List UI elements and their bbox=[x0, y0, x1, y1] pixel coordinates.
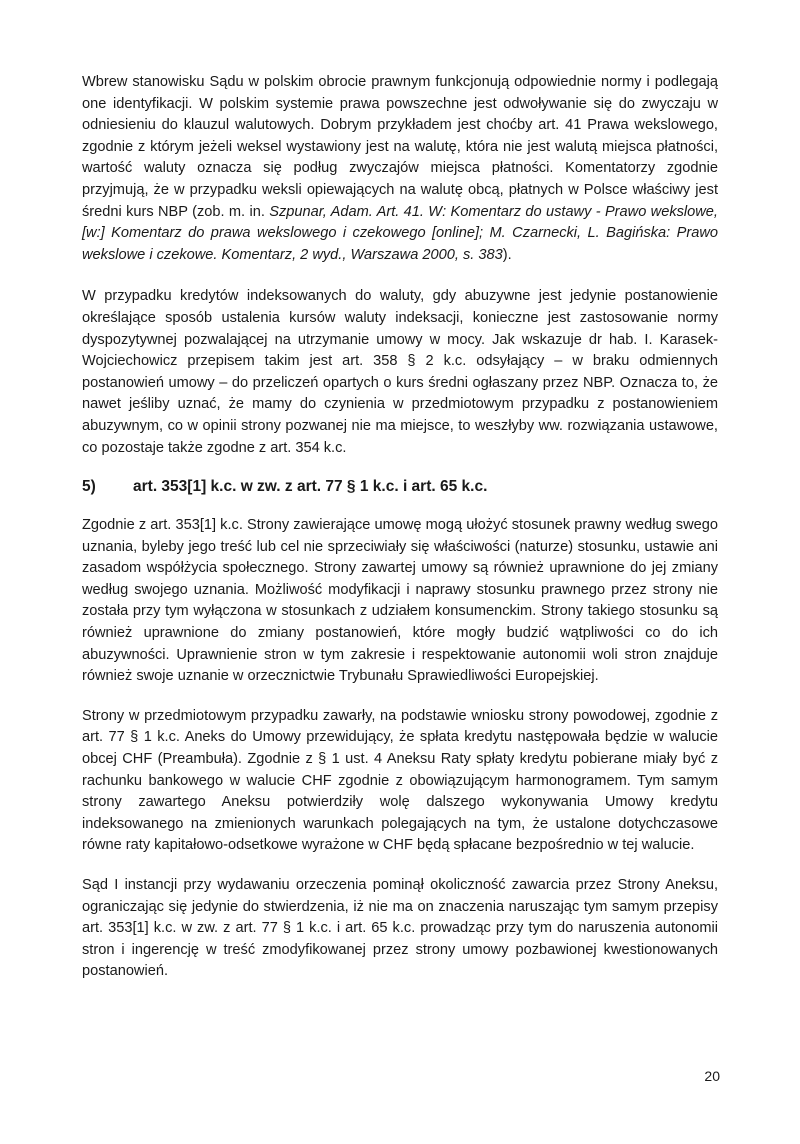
paragraph-text: Wbrew stanowisku Sądu w polskim obrocie prawnym funkcjonują odpowiednie normy i podlegają one identyfikacji. W polskim systemie prawa powszechne jest odwoływanie się do zwyczaju w odniesieniu do klauzul walutowych. Dobrym przykładem jest choćby art. 41 Prawa wekslowego, zgodnie z którym jeżeli weksel wystawiony jest na walutę, która nie jest walutą miejsca płatności, wartość waluty oznacza się podług zwyczajów miejsca płatności. Komentatorzy zgodnie przyjmują, że w przypadku weksli opiewających na walutę obcą, płatnych w Polsce właściwy jest średni kurs NBP (zob. m. in. bbox=[82, 74, 718, 220]
paragraph-indexed-loans: W przypadku kredytów indeksowanych do waluty, gdy abuzywne jest jedynie postanowienie określające sposób ustalenia kursów waluty indeksacji, konieczne jest zastosowanie normy dyspozytywnej pozwalającej na utrzymanie umowy w mocy. Jak wskazuje dr hab. I. Karasek-Wojciechowicz przepisem takim jest art. 358 § 2 k.c. odsyłający – w braku odmiennych postanowień umowy – do przeliczeń opartych o kurs średni ogłaszany przez NBP. Oznacza to, że nawet jeśliby uznać, że mamy do czynienia w przedmiotowym przypadku z postanowieniem abuzywnym, co w opinii strony pozwanej nie ma miejsce, to weszłyby ww. rozwiązania ustawowe, co pozostaje także zgodne z art. 354 k.c. bbox=[82, 288, 718, 456]
page-number: 20 bbox=[704, 1068, 720, 1084]
paragraph-court-omission: Sąd I instancji przy wydawaniu orzeczenia pominął okoliczność zawarcia przez Strony Aneksu, ograniczając się jedynie do stwierdzenia, iż nie ma on znaczenia naruszając tym samym przepisy art. 353[1] k.c. w zw. z art. 77 § 1 k.c. i art. 65 k.c. prowadząc przy tym do naruszenia autonomii stron i ingerencję w treść zmodyfikowanej przez strony umowy pozbawionej kwestionowanych postanowień. bbox=[82, 877, 718, 980]
section-number: 5) bbox=[82, 478, 96, 496]
section-heading bbox=[82, 475, 718, 499]
paragraph-contract-freedom: Zgodnie z art. 353[1] k.c. Strony zawierające umowę mogą ułożyć stosunek prawny według swego uznania, byleby jego treść lub cel nie sprzeciwiały się właściwości (naturze) stosunku, ustawie ani zasadom współżycia społecznego. Strony zawartej umowy są również uprawnione do jej zmiany według swojego uznania. Możliwość modyfikacji i naprawy stosunku prawnego przez strony nie została przy tym wyłączona w stosunkach z udziałem konsumenckim. Strony takiego stosunku są również uprawnione do zmiany postanowień, które mogły budzić wątpliwości co do ich abuzywności. Uprawnienie stron w tym zakresie i respektowanie autonomii woli stron znajduje również swoje uznanie w orzecznictwie Trybunału Sprawiedliwości Europejskiej. bbox=[82, 517, 718, 685]
paragraph-annex: Strony w przedmiotowym przypadku zawarły, na podstawie wniosku strony powodowej, zgodnie z art. 77 § 1 k.c. Aneks do Umowy przewidujący, że spłata kredytu następowała będzie w walucie obcej CHF (Preambuła). Zgodnie z § 1 ust. 4 Aneksu Raty spłaty kredytu pobierane miały być z rachunku bankowego w walucie CHF zgodnie z obowiązującym harmonogramem. Tym samym strony zawartego Aneksu potwierdziły wolę dalszego wykonywania Umowy kredytu indeksowanego na zmienionych warunkach polegających na tym, że ustalone dotychczasowe równe raty kapitałowo-odsetkowe wyrażone w CHF będą spłacane bezpośrednio w tej walucie. bbox=[82, 707, 718, 854]
page-content bbox=[82, 72, 718, 1001]
section-title: art. 353[1] k.c. w zw. z art. 77 § 1 k.c. i art. 65 k.c. bbox=[133, 478, 488, 496]
paragraph-currency-customs bbox=[82, 72, 718, 266]
paragraph-text-end: ). bbox=[502, 246, 512, 263]
citation: Szpunar, Adam. Art. 41. W: Komentarz do ustawy - Prawo wekslowe, [w:] Komentarz do prawa wekslowego i czekowego [online]; M. Czarnecki, L. Bagińska: Prawo wekslowe i czekowe. Komentarz, 2 wyd., Warszawa 2000, s. 383 bbox=[82, 203, 718, 263]
